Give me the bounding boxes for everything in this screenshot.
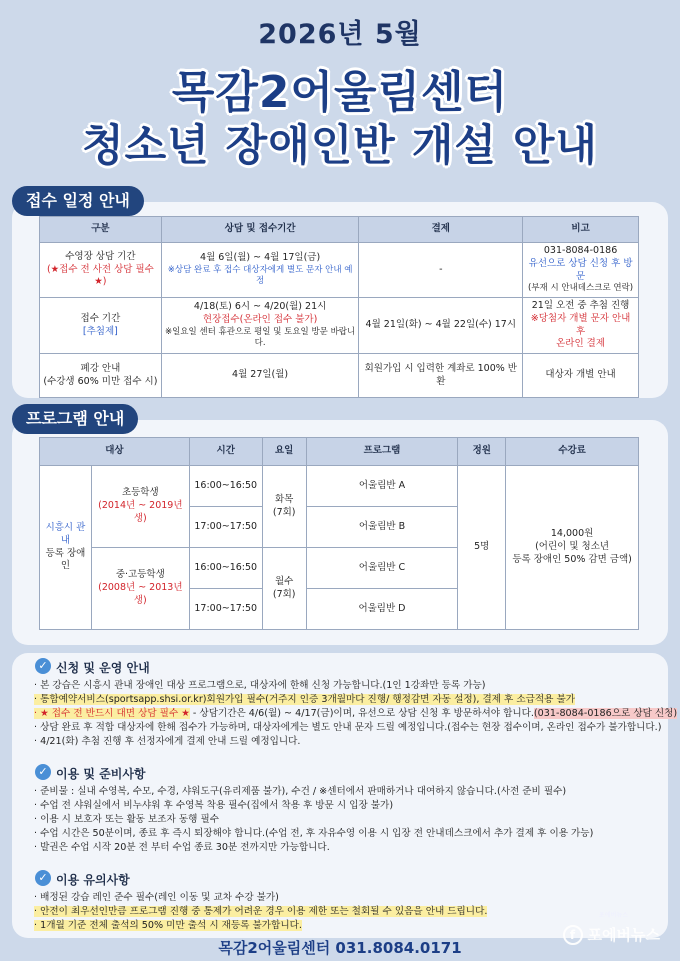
group-name: 중·고등학생 bbox=[115, 569, 165, 581]
capacity-cell: 5명 bbox=[458, 466, 506, 630]
reg-col-payment: 결제 bbox=[359, 217, 523, 243]
group-day-count: (7회) bbox=[272, 506, 296, 518]
class-program: 어울림반 B bbox=[306, 507, 458, 548]
table-row bbox=[40, 243, 639, 298]
reg-row-period bbox=[161, 243, 359, 298]
class-time: 16:00~16:50 bbox=[189, 466, 262, 507]
registration-tab: 접수 일정 안내 bbox=[12, 186, 144, 216]
label-note: (★접수 전 사전 상담 필수★) bbox=[46, 263, 154, 288]
group-name: 초등학생 bbox=[121, 487, 159, 499]
remark-note: 유선으로 상담 신청 후 방문 bbox=[528, 257, 633, 282]
class-time: 17:00~17:50 bbox=[189, 507, 262, 548]
class-program: 어울림반 D bbox=[306, 589, 458, 630]
group-day: 화목 bbox=[275, 493, 294, 505]
notice-line: · 1개월 기준 전체 출석의 50% 미만 출석 시 재등록 불가합니다. bbox=[34, 920, 302, 931]
label-note: (수강생 60% 미만 접수 시) bbox=[43, 375, 158, 387]
target-group-cell bbox=[40, 466, 92, 630]
reg-row-label bbox=[40, 354, 162, 398]
label-text: 수영장 상담 기간 bbox=[65, 250, 136, 262]
reg-row-remark bbox=[523, 297, 639, 353]
remark-note2: 온라인 결제 bbox=[556, 338, 606, 350]
reg-row-remark: 대상자 개별 안내 bbox=[523, 354, 639, 398]
group-day-count: (7회) bbox=[272, 588, 296, 600]
prog-col-target: 대상 bbox=[40, 438, 190, 466]
notice-line: · 본 강습은 시흥시 관내 장애인 대상 프로그램으로, 대상자에 한해 신청 가능합니다.(1인 1강좌만 등록 가능) bbox=[34, 680, 486, 691]
registration-table bbox=[39, 216, 639, 398]
group-range: (2014년 ~ 2019년생) bbox=[98, 500, 183, 524]
prog-col-time: 시간 bbox=[189, 438, 262, 466]
reg-col-period: 상담 및 접수기간 bbox=[161, 217, 359, 243]
notice-line: · ★ 접수 전 반드시 대면 상담 필수 ★ - 상담기간은 4/6(월) ~ 4/17(금)이며, 유선으로 상담 신청 후 방문하셔야 합니다.(031-8084-0186으로 상담 신청) bbox=[34, 708, 678, 719]
program-table bbox=[39, 437, 639, 630]
label-note: [추첨제] bbox=[82, 325, 118, 337]
center-title: 목감2어울림센터 bbox=[171, 67, 509, 118]
reg-row-payment: 4월 21일(화) ~ 4월 22일(수) 17시 bbox=[359, 297, 523, 353]
notice-line: · 통합예약서비스(sportsapp.shsi.or.kr)회원가입 필수(거주지 인증 3개월마다 진행/ 행정감면 자동 설정), 결제 후 소급적용 불가 bbox=[34, 694, 576, 705]
class-program: 어울림반 C bbox=[306, 548, 458, 589]
table-row bbox=[40, 354, 639, 398]
reg-row-payment: 회원가입 시 입력한 계좌로 100% 반환 bbox=[359, 354, 523, 398]
notice-line: · 수업 전 샤워실에서 비누샤워 후 수영복 착용 필수(집에서 착용 후 방문 시 입장 불가) bbox=[34, 800, 394, 811]
watermark-text: 포에버뉴스 bbox=[587, 926, 660, 944]
watermark-small: 포에버뉴스 bbox=[599, 912, 628, 919]
notice-line: · 4/21(화) 추첨 진행 후 선정자에게 결제 안내 드릴 예정입니다. bbox=[34, 736, 301, 747]
remark-text: 21일 오전 중 추첨 진행 bbox=[531, 299, 630, 311]
fee-note1: (어린이 및 청소년 bbox=[535, 541, 610, 553]
remark-text: 031-8084-0186 bbox=[543, 245, 618, 256]
date-heading: 2026년 5월 bbox=[258, 19, 422, 50]
reg-row-remark bbox=[523, 243, 639, 298]
remark-note: ※당첨자 개별 문자 안내 후 bbox=[530, 312, 631, 337]
group-day: 월수 bbox=[275, 575, 294, 587]
notice-title-apply: 신청 및 운영 안내 bbox=[56, 661, 150, 675]
notice-title-caution: 이용 유의사항 bbox=[56, 873, 130, 887]
period-note2: ※일요일 센터 휴관으로 평일 및 토요일 방문 바랍니다. bbox=[164, 326, 356, 349]
prog-col-program: 프로그램 bbox=[306, 438, 458, 466]
prog-col-day: 요일 bbox=[262, 438, 306, 466]
label-text: 폐강 안내 bbox=[80, 362, 121, 374]
reg-col-category: 구분 bbox=[40, 217, 162, 243]
period-text: 4월 6일(월) ~ 4월 17일(금) bbox=[200, 252, 321, 264]
reg-row-payment: - bbox=[359, 243, 523, 298]
footer-contact: 목감2어울림센터 031.8084.0171 bbox=[218, 939, 462, 957]
notice-line: · 수업 시간은 50분이며, 종료 후 즉시 퇴장해야 합니다.(수업 전, 후 자유수영 이용 시 입장 전 안내데스크에서 추가 결제 후 이용 가능) bbox=[34, 828, 594, 839]
check-circle-icon: ✓ bbox=[35, 870, 51, 886]
check-circle-icon: ✓ bbox=[35, 764, 51, 780]
fee-cell bbox=[506, 466, 639, 630]
period-note: ※상담 완료 후 접수 대상자에게 별도 문자 안내 예정 bbox=[167, 264, 353, 287]
target-group: 시흥시 관내 bbox=[45, 521, 86, 546]
period-text: 4/18(토) 6시 ~ 4/20(월) 21시 bbox=[193, 301, 327, 313]
main-title: 청소년 장애인반 개설 안내 bbox=[82, 121, 598, 171]
reg-row-period: 4월 27일(월) bbox=[161, 354, 359, 398]
fee-note2: 등록 장애인 50% 감면 금액) bbox=[512, 553, 632, 565]
fee-amount: 14,000원 bbox=[550, 528, 594, 540]
notice-line: · 준비물 : 실내 수영복, 수모, 수경, 샤워도구(유리제품 불가), 수건 / ※센터에서 판매하거나 대여하지 않습니다.(사전 준비 필수) bbox=[34, 786, 567, 797]
reg-row-label bbox=[40, 297, 162, 353]
period-note: 현장접수(온라인 접수 불가) bbox=[202, 314, 318, 326]
prog-col-capacity: 정원 bbox=[458, 438, 506, 466]
notice-title-usage: 이용 및 준비사항 bbox=[56, 767, 146, 781]
notice-line: · 안전이 최우선인만큼 프로그램 진행 중 통제가 어려운 경우 이용 제한 또는 철회될 수 있음을 안내 드립니다. bbox=[34, 906, 488, 917]
class-time: 16:00~16:50 bbox=[189, 548, 262, 589]
reg-row-label bbox=[40, 243, 162, 298]
table-row bbox=[40, 466, 639, 507]
reg-row-period bbox=[161, 297, 359, 353]
table-row bbox=[40, 297, 639, 353]
group-cell-secondary bbox=[91, 548, 189, 630]
prog-col-fee: 수강료 bbox=[506, 438, 639, 466]
target-group2: 등록 장애인 bbox=[45, 547, 86, 572]
program-tab: 프로그램 안내 bbox=[12, 404, 138, 434]
group-day-cell bbox=[262, 466, 306, 548]
news-logo-icon: f bbox=[563, 925, 583, 945]
notice-line: · 이용 시 보호자 또는 활동 보조자 동행 필수 bbox=[34, 814, 219, 825]
group-cell-elementary bbox=[91, 466, 189, 548]
notice-line: · 배정된 강습 레인 준수 필수(레인 이동 및 교차 수강 불가) bbox=[34, 892, 279, 903]
group-day-cell bbox=[262, 548, 306, 630]
check-circle-icon: ✓ bbox=[35, 658, 51, 674]
notice-line: · 발권은 수업 시작 20분 전 부터 수업 종료 30분 전까지만 가능합니다. bbox=[34, 842, 330, 853]
remark-note2: (부재 시 안내데스크로 연락) bbox=[528, 283, 634, 294]
label-text: 접수 기간 bbox=[80, 312, 121, 324]
class-program: 어울림반 A bbox=[306, 466, 458, 507]
class-time: 17:00~17:50 bbox=[189, 589, 262, 630]
notice-line: · 상담 완료 후 적합 대상자에 한해 접수가 가능하며, 대상자에게는 별도 안내 문자 드릴 예정입니다.(접수는 현장 접수이며, 온라인 접수가 불가합니다.) bbox=[34, 722, 662, 733]
group-range: (2008년 ~ 2013년생) bbox=[98, 582, 183, 606]
reg-col-remark: 비고 bbox=[523, 217, 639, 243]
